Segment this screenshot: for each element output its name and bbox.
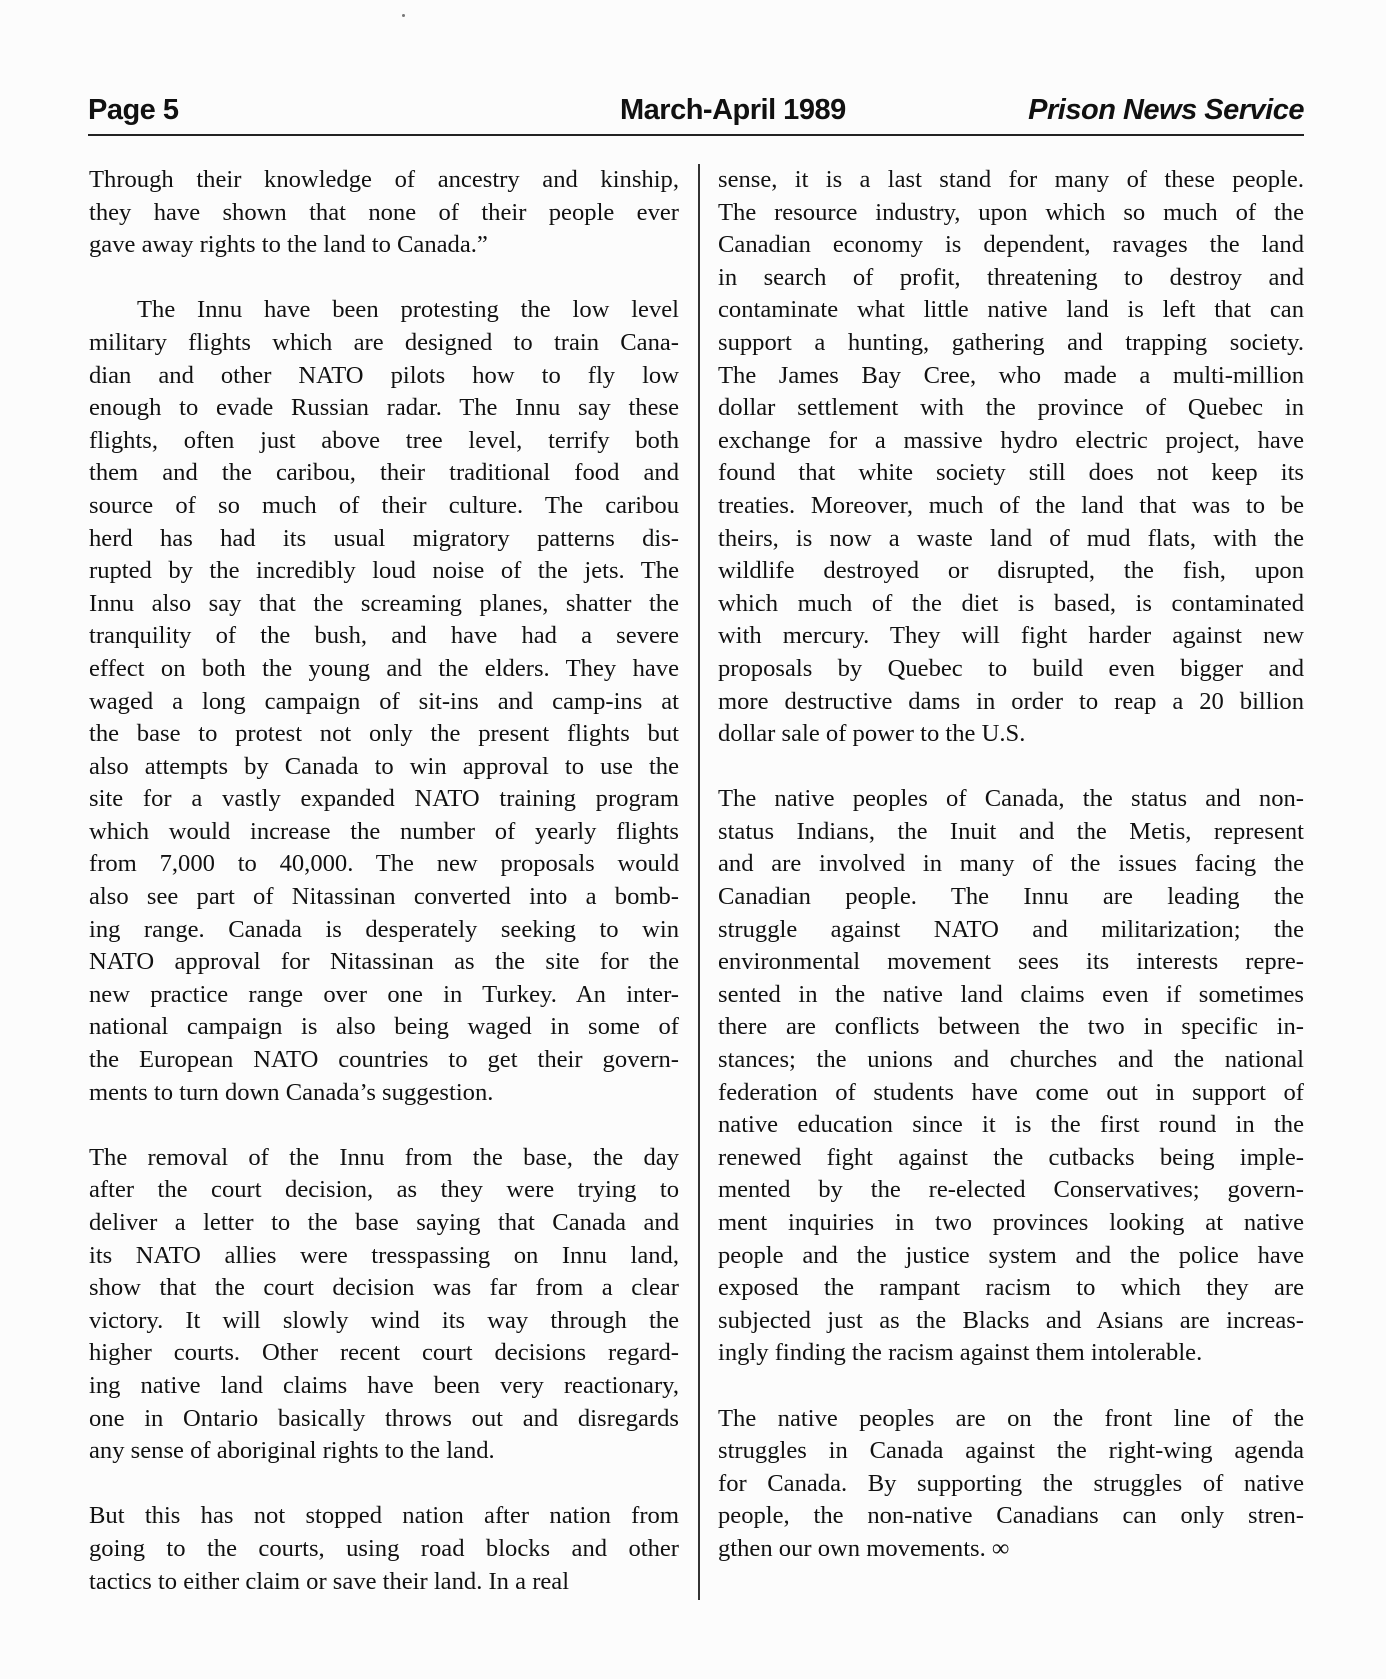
page-header	[88, 94, 1304, 134]
article-paragraph	[89, 294, 679, 1109]
text-line: one in Ontario basically throws out and disregards	[89, 1404, 679, 1432]
text-line: environmental movement sees its interests repre-	[718, 948, 1304, 976]
text-line: military flights which are designed to train Cana-	[89, 328, 679, 356]
text-line: The Innu have been protesting the low level	[137, 296, 679, 324]
article-paragraph	[89, 1500, 679, 1598]
text-line: gave away rights to the land to Canada.”	[89, 231, 488, 259]
text-line: contaminate what little native land is left that can	[718, 296, 1304, 324]
text-line: sented in the native land claims even if sometimes	[718, 980, 1304, 1008]
text-line: gthen our own movements. ∞	[718, 1534, 1010, 1562]
text-line: ment inquiries in two provinces looking at native	[718, 1209, 1304, 1236]
text-line: theirs, is now a waste land of mud flats, with the	[718, 524, 1304, 552]
text-line: source of so much of their culture. The caribou	[89, 491, 679, 519]
text-line: national campaign is also being waged in some of	[89, 1013, 679, 1041]
text-line: ing native land claims have been very reactionary,	[89, 1371, 679, 1399]
text-line: its NATO allies were tresspassing on Innu land,	[89, 1241, 679, 1269]
text-line: support a hunting, gathering and trapping society.	[718, 328, 1304, 356]
text-line: NATO approval for Nitassinan as the site for the	[89, 948, 679, 976]
text-line: ing range. Canada is desperately seeking to win	[89, 915, 679, 943]
text-line: exchange for a massive hydro electric project, have	[718, 426, 1304, 454]
text-line: people and the justice system and the police have	[718, 1241, 1304, 1269]
text-line: wildlife destroyed or disrupted, the fish, upon	[718, 557, 1304, 585]
text-line: more destructive dams in order to reap a 20 billion	[718, 687, 1304, 715]
text-line: tranquility of the bush, and have had a severe	[89, 622, 679, 650]
article-paragraph	[718, 164, 1304, 751]
text-line: dollar settlement with the province of Quebec in	[718, 394, 1304, 422]
text-line: deliver a letter to the base saying that Canada and	[89, 1209, 679, 1236]
text-line: Through their knowledge of ancestry and kinship,	[89, 166, 679, 193]
column-divider	[698, 164, 700, 1600]
text-line: rupted by the incredibly loud noise of the jets. The	[89, 557, 679, 585]
text-line: from 7,000 to 40,000. The new proposals would	[89, 850, 679, 878]
text-line: The native peoples are on the front line of the	[718, 1404, 1304, 1432]
text-line: going to the courts, using road blocks and other	[89, 1534, 679, 1562]
text-line: with mercury. They will fight harder against new	[718, 622, 1304, 650]
text-line: ingly finding the racism against them intolerable.	[718, 1339, 1203, 1367]
text-line: herd has had its usual migratory patterns dis-	[89, 524, 679, 552]
text-line: proposals by Quebec to build even bigger and	[718, 654, 1304, 682]
text-line: waged a long campaign of sit-ins and camp-ins at	[89, 687, 679, 715]
publication-name: Prison News Service	[1028, 94, 1304, 126]
text-line: enough to evade Russian radar. The Innu say these	[89, 394, 679, 422]
text-line: But this has not stopped nation after nation from	[89, 1502, 679, 1530]
text-line: The native peoples of Canada, the status and non-	[718, 785, 1304, 813]
text-line: Innu also say that the screaming planes, shatter the	[89, 589, 679, 617]
text-line: ments to turn down Canada’s suggestion.	[89, 1078, 494, 1106]
text-line: struggles in Canada against the right-wing agenda	[718, 1437, 1304, 1465]
text-line: higher courts. Other recent court decisions regard-	[89, 1339, 679, 1367]
page-number: Page 5	[88, 94, 179, 126]
text-line: found that white society still does not keep its	[718, 459, 1304, 487]
text-line: renewed fight against the cutbacks being imple-	[718, 1143, 1304, 1171]
article-paragraph	[718, 1403, 1304, 1566]
text-line: them and the caribou, their traditional food and	[89, 459, 679, 487]
text-line: victory. It will slowly wind its way through the	[89, 1306, 679, 1334]
text-line: stances; the unions and churches and the national	[718, 1046, 1304, 1074]
scan-speck	[402, 14, 405, 17]
text-line: Canadian people. The Innu are leading the	[718, 883, 1304, 911]
text-line: site for a vastly expanded NATO training program	[89, 785, 679, 813]
text-line: which much of the diet is based, is contaminated	[718, 589, 1304, 617]
text-line: effect on both the young and the elders. They have	[89, 654, 679, 682]
text-line: Canadian economy is dependent, ravages the land	[718, 231, 1304, 259]
right-column	[718, 164, 1304, 1566]
left-column	[89, 164, 679, 1598]
text-line: new practice range over one in Turkey. An inter-	[89, 980, 679, 1008]
text-line: there are conflicts between the two in specific in-	[718, 1013, 1304, 1041]
text-line: people, the non-native Canadians can only stren-	[718, 1502, 1304, 1530]
text-line: in search of profit, threatening to destroy and	[718, 263, 1304, 291]
text-line: and are involved in many of the issues facing the	[718, 850, 1304, 878]
text-line: the European NATO countries to get their govern-	[89, 1046, 679, 1074]
text-line: The resource industry, upon which so much of the	[718, 198, 1304, 226]
text-line: sense, it is a last stand for many of these people.	[718, 166, 1304, 193]
text-line: mented by the re-elected Conservatives; govern-	[718, 1176, 1304, 1204]
issue-date: March-April 1989	[620, 94, 846, 126]
text-line: they have shown that none of their people ever	[89, 198, 679, 226]
text-line: The removal of the Innu from the base, the day	[89, 1143, 679, 1171]
text-line: after the court decision, as they were trying to	[89, 1176, 679, 1204]
text-line: struggle against NATO and militarization; the	[718, 915, 1304, 943]
text-line: federation of students have come out in support of	[718, 1078, 1304, 1106]
text-line: native education since it is the first round in the	[718, 1111, 1304, 1139]
text-line: flights, often just above tree level, terrify both	[89, 426, 679, 454]
text-line: also see part of Nitassinan converted into a bomb-	[89, 883, 679, 911]
text-line: also attempts by Canada to win approval to use the	[89, 752, 679, 780]
text-line: for Canada. By supporting the struggles of native	[718, 1469, 1304, 1497]
text-line: dollar sale of power to the U.S.	[718, 720, 1026, 748]
article-paragraph	[718, 783, 1304, 1370]
text-line: subjected just as the Blacks and Asians are increas-	[718, 1306, 1304, 1334]
article-paragraph	[89, 164, 679, 262]
text-line: tactics to either claim or save their land. In a real	[89, 1567, 570, 1595]
text-line: status Indians, the Inuit and the Metis, represent	[718, 817, 1304, 845]
text-line: show that the court decision was far from a clear	[89, 1274, 679, 1302]
text-line: treaties. Moreover, much of the land that was to be	[718, 491, 1304, 519]
text-line: exposed the rampant racism to which they are	[718, 1274, 1304, 1302]
text-line: which would increase the number of yearly flights	[89, 817, 679, 845]
text-line: the base to protest not only the present flights but	[89, 720, 679, 748]
header-rule	[88, 134, 1304, 136]
article-paragraph	[89, 1142, 679, 1468]
text-line: any sense of aboriginal rights to the land.	[89, 1437, 495, 1465]
text-line: The James Bay Cree, who made a multi-million	[718, 361, 1304, 389]
text-line: dian and other NATO pilots how to fly low	[89, 361, 679, 389]
